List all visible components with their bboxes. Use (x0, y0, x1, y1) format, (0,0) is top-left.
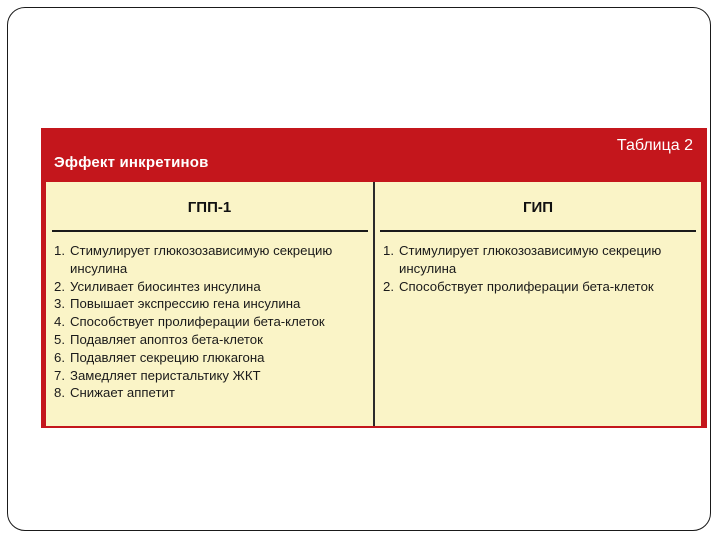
list-item-text: Усиливает биосинтез инсулина (70, 278, 261, 294)
list-item-number: 2. (54, 278, 65, 294)
list-item (54, 384, 369, 402)
list-item-text: Замедляет перистальтику ЖКТ (70, 367, 261, 383)
list-item-number: 6. (54, 349, 65, 365)
list-item-number: 4. (54, 314, 65, 330)
list-item-text: Стимулирует глюкозозависимую секрецию инсулина (70, 243, 333, 276)
list-item (383, 242, 698, 278)
column-header-gip: ГИП (522, 198, 554, 216)
list-item-text: Стимулирует глюкозозависимую секрецию инсулина (399, 243, 662, 276)
list-item-text: Подавляет секрецию глюкагона (70, 349, 265, 365)
table-body (46, 182, 701, 426)
list-item (54, 242, 369, 278)
glp1-effects-list (54, 242, 369, 402)
list-item-text: Способствует пролиферации бета-клеток (399, 278, 654, 294)
table-title: Эффект инкретинов (54, 154, 209, 171)
list-item (54, 295, 369, 313)
incretin-table (41, 128, 707, 428)
list-item-number: 8. (54, 385, 65, 401)
list-item-number: 7. (54, 367, 65, 383)
list-item (54, 367, 369, 385)
list-item (383, 278, 698, 296)
table-number-label: Таблица 2 (616, 137, 693, 154)
list-item (54, 278, 369, 296)
list-item-text: Снижает аппетит (70, 385, 175, 401)
column-header-glp1: ГПП-1 (187, 198, 232, 216)
list-item (54, 313, 369, 331)
table-header-bar (41, 128, 707, 180)
list-item-text: Подавляет апоптоз бета-клеток (70, 331, 263, 347)
list-item (54, 331, 369, 349)
list-item-number: 3. (54, 296, 65, 312)
list-item (54, 349, 369, 367)
gip-effects-list (383, 242, 698, 295)
list-item-text: Повышает экспрессию гена инсулина (70, 296, 301, 312)
column-header-rule-right (380, 230, 696, 232)
list-item-number: 1. (383, 243, 394, 258)
column-header-rule-left (52, 230, 368, 232)
list-item-number: 5. (54, 331, 65, 347)
list-item-number: 2. (383, 278, 394, 294)
list-item-text: Способствует пролиферации бета-клеток (70, 314, 325, 330)
list-item-number: 1. (54, 243, 65, 258)
column-divider (373, 182, 375, 426)
